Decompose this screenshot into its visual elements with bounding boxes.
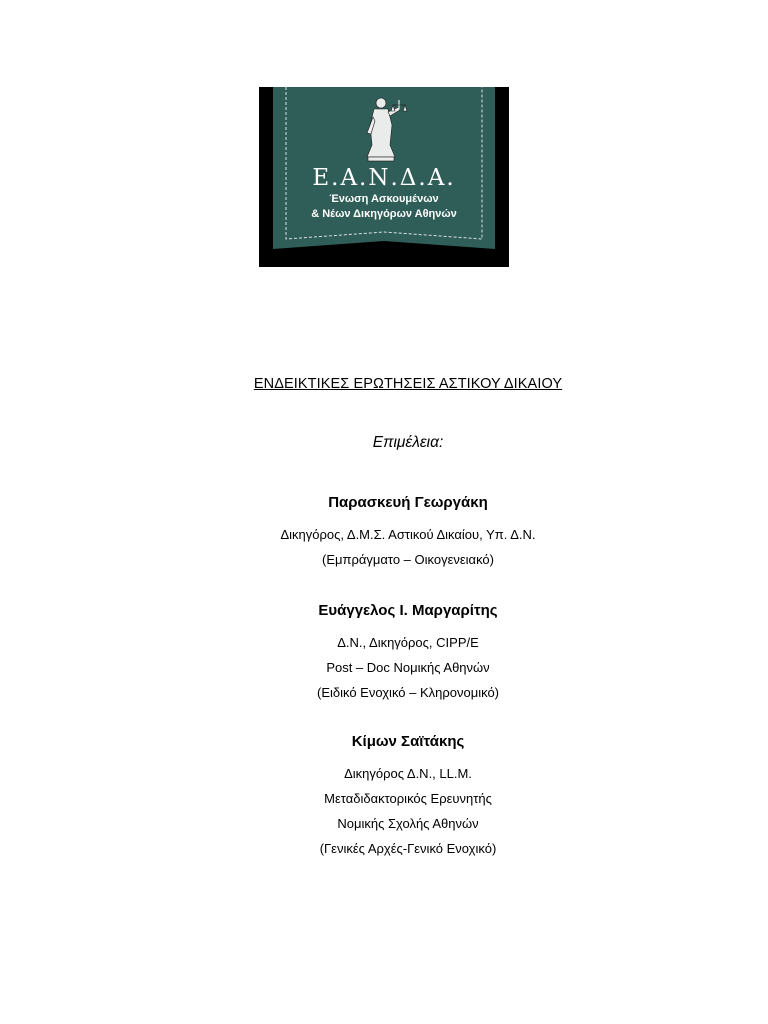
- author-name: Παρασκευή Γεωργάκη: [328, 494, 488, 511]
- eanda-logo: [259, 87, 509, 267]
- author-block: [0, 602, 768, 705]
- author-block: [0, 494, 768, 572]
- author-subject: (Εμπράγματο – Οικογενειακό): [322, 552, 494, 567]
- author-name: Κίμων Σαϊτάκης: [351, 733, 465, 750]
- author-subject: (Γενικές Αρχές-Γενικό Ενοχικό): [319, 841, 497, 856]
- logo-tagline-2: & Νέων Δικηγόρων Αθηνών: [311, 208, 457, 220]
- author-credential: Post – Doc Νομικής Αθηνών: [326, 660, 490, 675]
- author-credential: Μεταδιδακτορικός Ερευνητής: [324, 791, 492, 806]
- author-credential: Δ.Ν., Δικηγόρος, CIPP/E: [337, 635, 479, 650]
- author-credential: Νομικής Σχολής Αθηνών: [337, 816, 479, 831]
- author-block: [0, 733, 768, 861]
- document-title: ΕΝΔΕΙΚΤΙΚΕΣ ΕΡΩΤΗΣΕΙΣ ΑΣΤΙΚΟΥ ΔΙΚΑΙΟΥ: [253, 376, 563, 392]
- logo-tagline-1: Ένωση Ασκουμένων: [329, 193, 439, 205]
- author-name: Ευάγγελος Ι. Μαργαρίτης: [318, 602, 498, 619]
- author-credential: Δικηγόρος Δ.Ν., LL.M.: [344, 766, 472, 781]
- author-subject: (Ειδικό Ενοχικό – Κληρονομικό): [316, 685, 500, 700]
- author-credential: Δικηγόρος, Δ.Μ.Σ. Αστικού Δικαίου, Υπ. Δ.Ν.: [280, 527, 536, 542]
- curated-by-label: Επιμέλεια:: [372, 434, 444, 451]
- logo-abbreviation: Ε.Α.Ν.Δ.Α.: [312, 165, 456, 191]
